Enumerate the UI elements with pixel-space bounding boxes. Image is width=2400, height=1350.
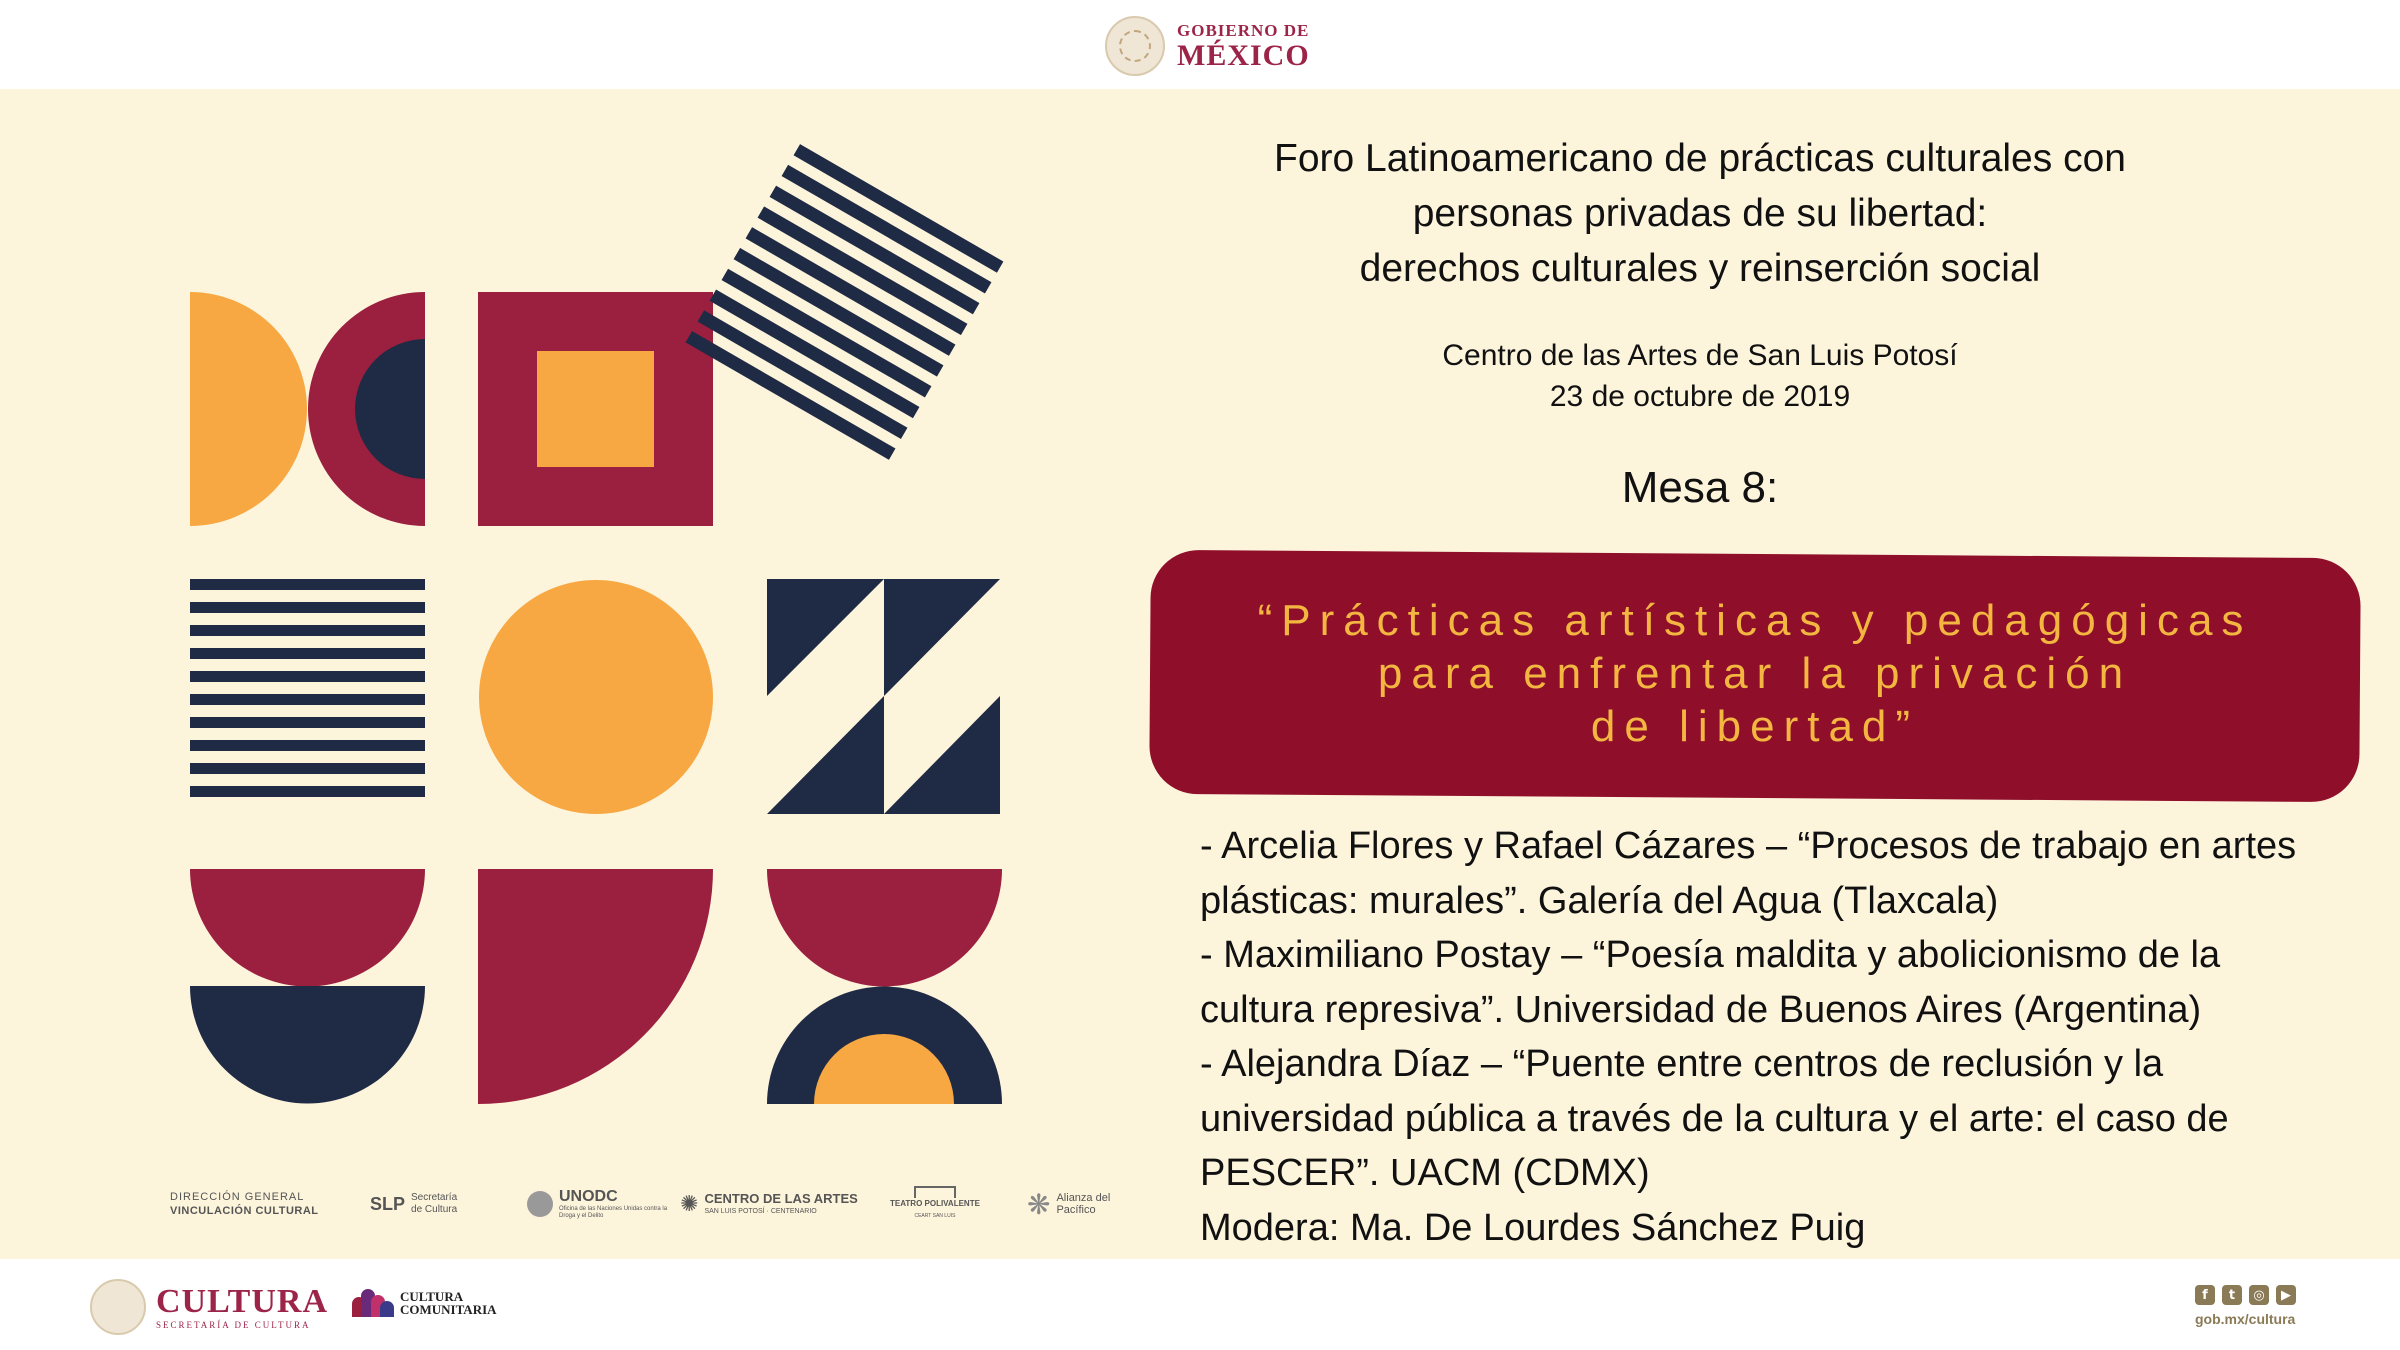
partner-big-text: TEATRO POLIVALENTE — [890, 1199, 980, 1208]
partner-logo-alianza — [1027, 1179, 1110, 1229]
navy-triangles — [767, 579, 1000, 814]
geometric-artwork — [0, 89, 1150, 1189]
national-seal-icon — [90, 1279, 146, 1335]
partner-logo-vinculacion — [170, 1179, 319, 1229]
partner-logo-unodc — [527, 1179, 669, 1229]
crimson-bowl — [190, 869, 425, 986]
partner-small-text: Secretaría de Cultura — [411, 1192, 458, 1215]
cultura-title: CULTURA — [156, 1282, 329, 1320]
cultura-subtitle: SECRETARÍA DE CULTURA — [156, 1319, 311, 1330]
partner-big-text: Alianza del — [1056, 1192, 1111, 1204]
footer-bar — [0, 1259, 2400, 1350]
partner-bottom-text: VINCULACIÓN CULTURAL — [170, 1205, 319, 1217]
mesa-label: Mesa 8: — [1621, 463, 1779, 512]
talk-line: plásticas: murales”. Galería del Agua (Tlaxcala) — [1200, 879, 1999, 922]
partner-big-text: SLP — [370, 1193, 406, 1214]
cultura-comunitaria-icon — [352, 1289, 394, 1317]
website-url[interactable]: gob.mx/cultura — [2195, 1311, 2296, 1327]
partner-small-text: CEART SAN LUIS — [914, 1213, 956, 1219]
gobierno-mexico-logo[interactable] — [1105, 16, 1310, 76]
partner-logos — [165, 1179, 1135, 1229]
crimson-bowl-right — [767, 869, 1002, 986]
mesa-title — [1150, 594, 2360, 753]
orange-inner-square — [537, 351, 654, 467]
mesa-title-line: de libertad” — [1590, 702, 1920, 751]
mesa-title-line: “Prácticas artísticas y pedagógicas — [1257, 596, 2253, 645]
logo-small-text: GOBIERNO DE — [1177, 20, 1310, 40]
logo-big-text: MÉXICO — [1177, 38, 1310, 72]
instagram-icon[interactable]: ◎ — [2249, 1285, 2269, 1305]
orange-half-circle — [190, 292, 307, 526]
cultura-logo[interactable] — [90, 1279, 328, 1335]
talk-line: - Arcelia Flores y Rafael Cázares – “Procesos de trabajo en artes — [1200, 825, 2297, 867]
talk-line: universidad pública a través de la cultura y el arte: el caso de — [1200, 1097, 2229, 1140]
un-emblem-icon — [527, 1191, 553, 1217]
comunitaria-bottom-text: COMUNITARIA — [400, 1302, 497, 1317]
title-line: derechos culturales y reinserción social — [1359, 247, 2041, 290]
leaf-icon: ❋ — [1027, 1188, 1051, 1220]
partner-small-text: Oficina de las Naciones Unidas contra la Droga y el Delito — [559, 1206, 668, 1219]
sun-icon: ✺ — [680, 1191, 699, 1216]
partner-logo-centro-artes — [680, 1179, 858, 1229]
talk-line: - Alejandra Díaz – “Puente entre centros de reclusión y la — [1200, 1043, 2164, 1085]
theater-icon — [914, 1186, 956, 1198]
twitter-icon[interactable]: t — [2222, 1285, 2242, 1305]
moderator-line: Modera: Ma. De Lourdes Sánchez Puig — [1200, 1206, 1866, 1249]
horizontal-stripes — [190, 579, 425, 797]
partner-small-text: Pacífico — [1056, 1204, 1096, 1216]
youtube-icon[interactable]: ▶ — [2276, 1285, 2296, 1305]
cultura-comunitaria-logo[interactable] — [352, 1289, 497, 1317]
title-line: personas privadas de su libertad: — [1412, 192, 1988, 235]
poster-body — [0, 89, 2400, 1259]
partner-logo-teatro — [890, 1179, 980, 1229]
partner-top-text: DIRECCIÓN GENERAL — [170, 1191, 305, 1203]
comunitaria-top-text: CULTURA — [400, 1289, 464, 1304]
diagonal-stripes — [686, 144, 1004, 460]
venue-name: Centro de las Artes de San Luis Potosí — [1442, 339, 1958, 372]
forum-title — [1150, 131, 2250, 296]
social-icons — [2195, 1285, 2296, 1305]
talk-line: PESCER”. UACM (CDMX) — [1200, 1152, 1650, 1194]
partner-small-text: SAN LUIS POTOSÍ · CENTENARIO — [704, 1207, 817, 1215]
national-seal-icon — [1105, 16, 1165, 76]
partner-logo-slp — [370, 1179, 461, 1229]
partner-big-text: UNODC — [559, 1188, 618, 1205]
navy-bowl — [190, 986, 425, 1103]
title-line: Foro Latinoamericano de prácticas culturales con — [1274, 137, 2126, 180]
partner-big-text: CENTRO DE LAS ARTES — [704, 1190, 858, 1206]
talk-line: - Maximiliano Postay – “Poesía maldita y abolicionismo de la — [1200, 934, 2221, 976]
event-date: 23 de octubre de 2019 — [1549, 380, 1851, 413]
crimson-quarter-circle — [478, 869, 713, 1104]
orange-circle — [479, 580, 713, 814]
venue-block — [1150, 335, 2250, 417]
talks-list — [1200, 819, 2380, 1255]
mesa-title-line: para enfrentar la privación — [1377, 649, 2133, 698]
facebook-icon[interactable]: f — [2195, 1285, 2215, 1305]
talk-line: cultura represiva”. Universidad de Buenos Aires (Argentina) — [1200, 988, 2202, 1031]
top-bar — [0, 0, 2400, 89]
